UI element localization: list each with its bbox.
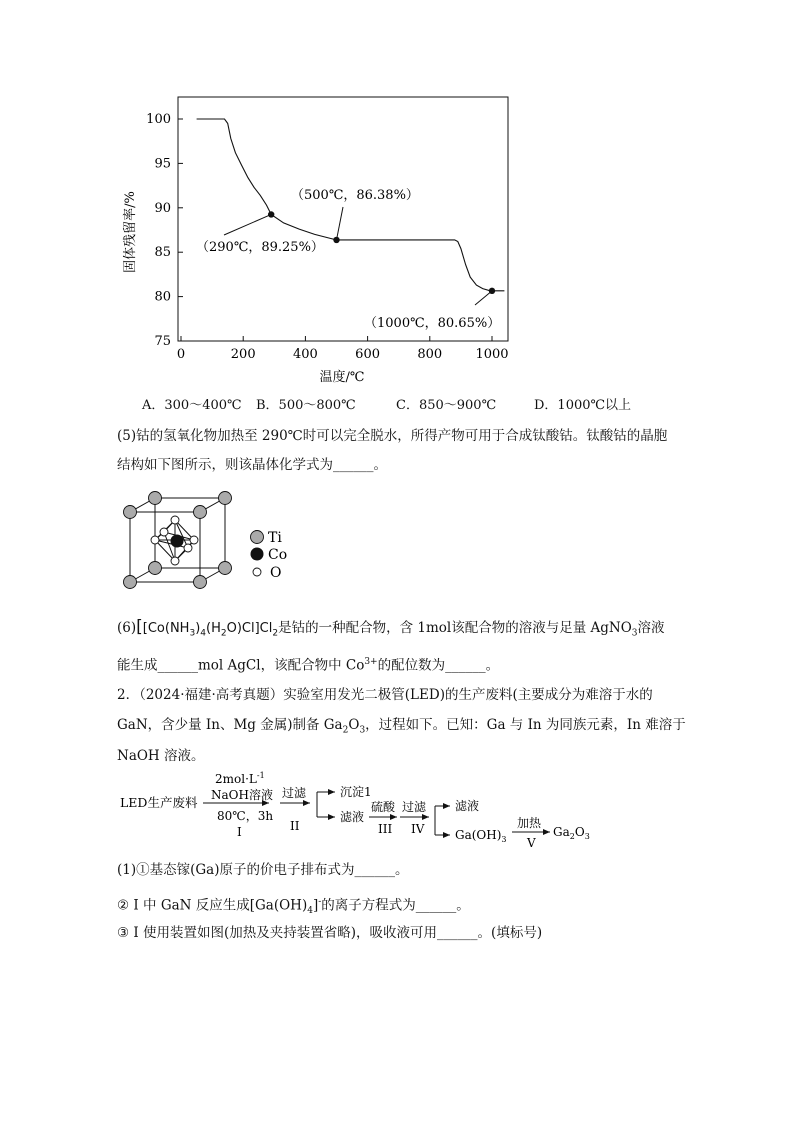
- option-c: C．850～900℃: [396, 398, 497, 413]
- y-tick-label-4: 95: [154, 156, 171, 172]
- q6-line2: 能生成______mol AgCl，该配合物中 $Co^{3+}$的配位数为______。: [117, 657, 500, 674]
- point-label-1: （500℃，86.38%）: [291, 188, 419, 203]
- q5-line1: (5)钴的氢氧化物加热至 290℃时可以完全脱水，所得产物可用于合成钛酸钴。钛酸钴的晶胞: [117, 428, 668, 444]
- crystal-cell-diagram: [115, 485, 315, 595]
- x-axis: [177, 336, 509, 362]
- y-axis: [146, 112, 183, 349]
- legend-ti: Ti: [268, 530, 282, 546]
- plot-border: [178, 97, 508, 341]
- option-d: D．1000℃以上: [534, 398, 632, 413]
- residue-rate-chart: [0, 0, 794, 400]
- legend-o: O: [270, 565, 282, 581]
- x-axis-label: 温度/℃: [319, 370, 365, 385]
- option-a: A．300～400℃: [142, 398, 242, 413]
- q2-line3: NaOH 溶液。: [117, 748, 205, 764]
- x-tick-label-2: 400: [292, 347, 318, 362]
- product-filtrate2: 滤液: [455, 799, 480, 813]
- point-label-2: （1000℃，80.65%）: [364, 316, 501, 331]
- r1-step: I: [237, 825, 242, 839]
- r4-step: IV: [411, 822, 425, 836]
- product-precipitate1: 沉淀1: [340, 785, 372, 799]
- leader-line-2: [475, 291, 492, 305]
- q6-line1: $(6)[[Co(NH_3)_4(H_2O)Cl]Cl_2$是钴的一种配合物，含 1mol该配合物的溶液与足量 AgNO$_3$溶液: [117, 617, 665, 639]
- y-tick-label-1: 80: [154, 289, 171, 305]
- x-tick-label-3: 600: [355, 347, 381, 362]
- legend-co: Co: [268, 547, 288, 563]
- q2-line1: 2．（2024·福建·高考真题）实验室用发光二极管(LED)的生产废料(主要成分为难溶于水的: [117, 687, 653, 703]
- product-gaoh3: $Ga(OH)_3$: [455, 828, 507, 844]
- r1-top2: NaOH溶液: [211, 788, 273, 802]
- r4-top: 过滤: [402, 800, 427, 814]
- leader-line-1: [337, 207, 344, 240]
- q1-line2: ② I 中 GaN 反应生成$[Ga(OH)_4]^-$的离子方程式为______。: [117, 897, 470, 917]
- co-atom: [171, 535, 184, 548]
- r1-top1: $2mol\cdot L^{-1}$: [215, 771, 265, 786]
- crystal-legend: [251, 530, 288, 581]
- r1-bot1: 80℃，3h: [217, 809, 274, 823]
- x-tick-label-5: 1000: [475, 347, 509, 362]
- plot-frame: [178, 97, 508, 341]
- x-tick-label-4: 800: [417, 347, 443, 362]
- q5-line2: 结构如下图所示，则该晶体化学式为______。: [117, 457, 387, 473]
- x-tick-label-1: 200: [230, 347, 256, 362]
- r5-top: 加热: [517, 816, 542, 830]
- y-tick-label-2: 85: [154, 245, 171, 261]
- r2-step: II: [290, 819, 300, 833]
- q1-line3: ③ I 使用装置如图(加热及夹持装置省略)，吸收液可用______。(填标号): [117, 925, 543, 941]
- x-tick-label-0: 0: [176, 347, 186, 362]
- circled-1: ①: [136, 862, 150, 878]
- y-tick-label-3: 90: [154, 200, 171, 216]
- complex-formula: [$[Co(NH_3)_4(H_2O)Cl]Cl_2$: [136, 617, 279, 639]
- process-flow-diagram: [110, 770, 610, 855]
- point-label-0: （290℃，89.25%）: [196, 240, 324, 255]
- product-ga2o3: $Ga_2O_3$: [553, 825, 590, 841]
- y-axis-label: 固体残留率/%: [123, 191, 138, 273]
- data-points: [196, 188, 500, 331]
- option-b: B．500～800℃: [256, 398, 356, 413]
- circled-3: ③: [117, 925, 130, 941]
- residue-curve: [197, 119, 505, 291]
- product-filtrate1: 滤液: [340, 810, 365, 824]
- leader-line-0: [224, 214, 271, 235]
- y-tick-label-5: 100: [146, 112, 171, 127]
- r2-top: 过滤: [282, 786, 307, 800]
- flow-start: LED生产废料: [120, 795, 198, 810]
- r3-top: 硫酸: [371, 800, 396, 814]
- q1-line1: (1)①基态镓(Ga)原子的价电子排布式为______。: [117, 862, 409, 878]
- q2-line2: GaN，含少量 In、Mg 金属)制备 $Ga_2O_3$，过程如下。已知：Ga 与 In 为同族元素，In 难溶于: [117, 717, 686, 736]
- r5-step: V: [527, 836, 536, 850]
- circled-2: ②: [117, 897, 130, 914]
- y-tick-label-0: 75: [154, 334, 171, 349]
- r3-step: III: [378, 822, 393, 836]
